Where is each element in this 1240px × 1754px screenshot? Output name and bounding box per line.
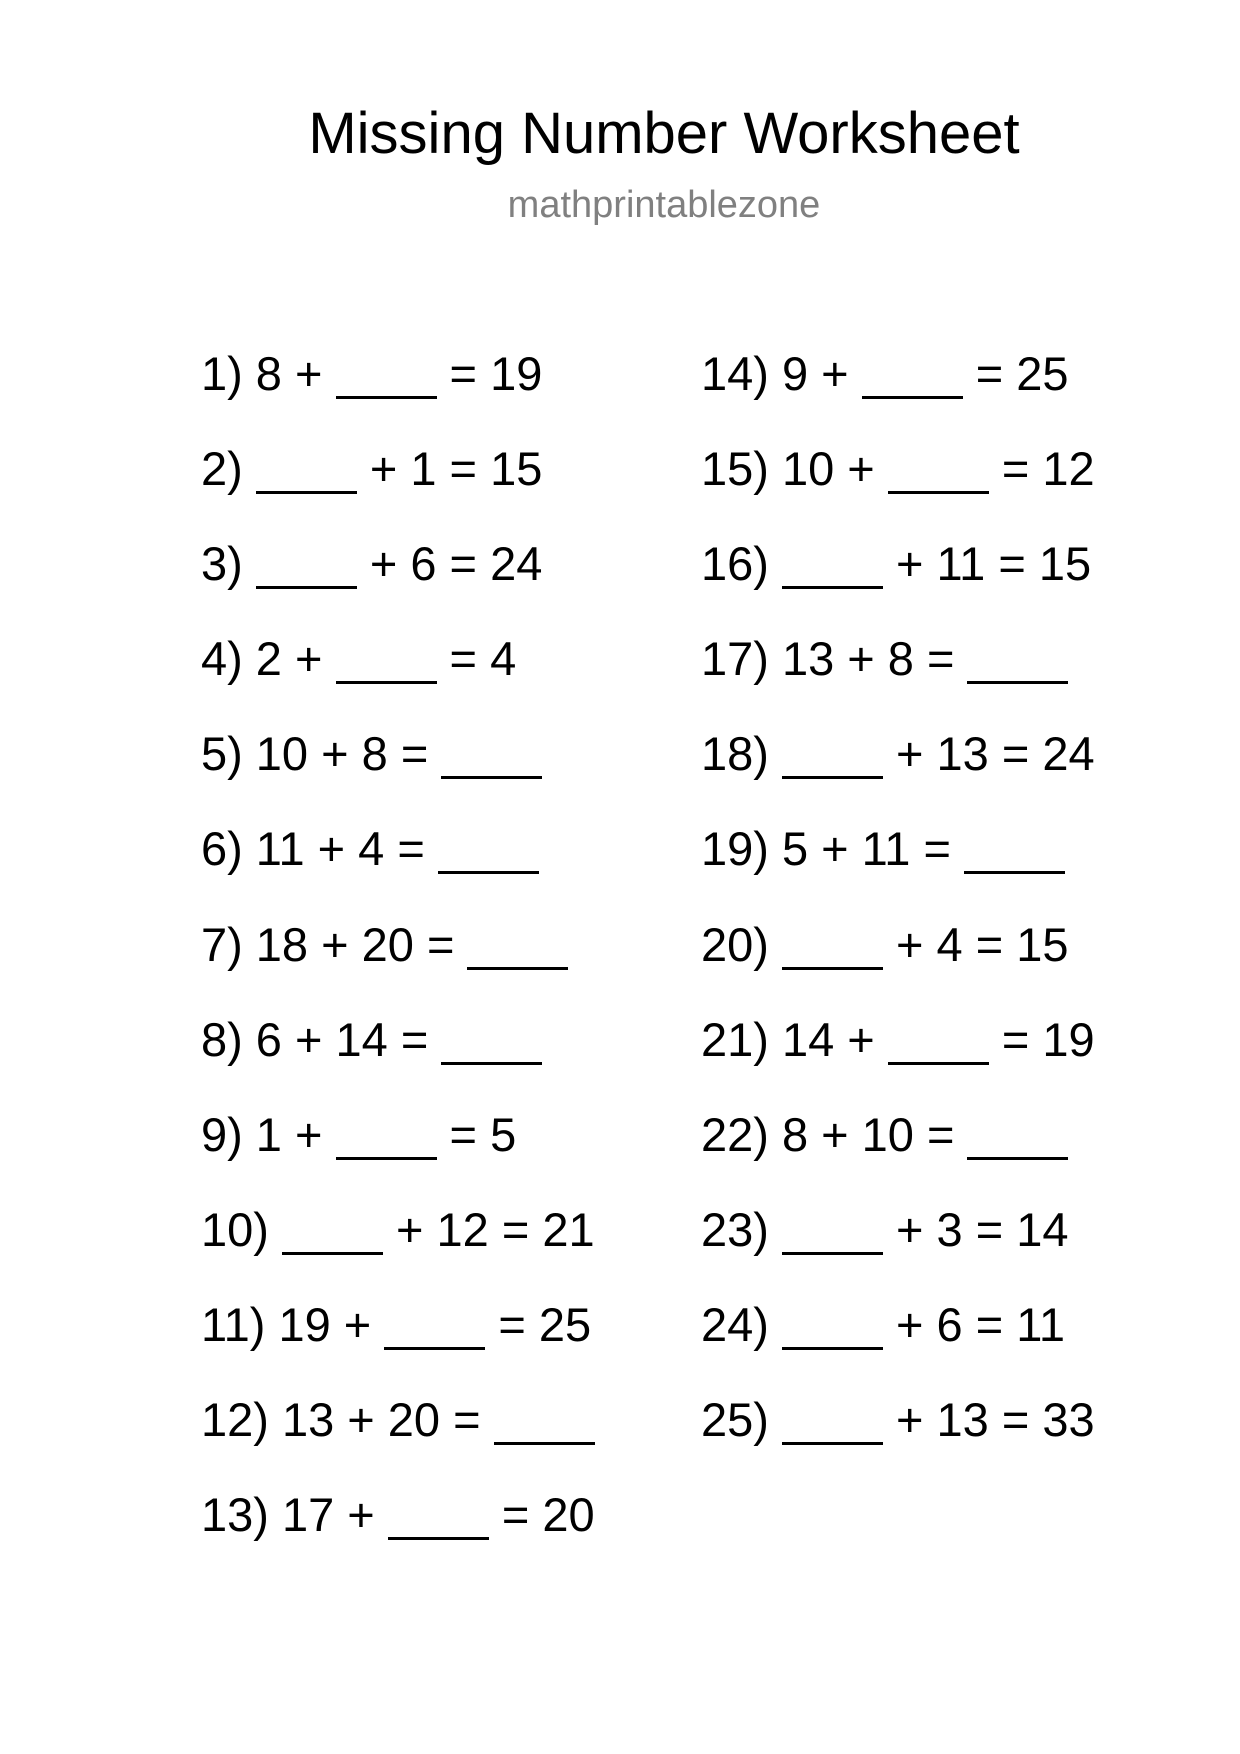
problem-number: 13) xyxy=(201,1488,269,1542)
answer-blank[interactable] xyxy=(336,631,437,687)
problem-8 xyxy=(201,1012,595,1107)
answer-blank[interactable] xyxy=(438,821,539,877)
problem-7 xyxy=(201,917,595,1012)
problem-text-after: + 1 = 15 xyxy=(356,442,543,496)
answer-blank[interactable] xyxy=(782,917,883,973)
problem-22 xyxy=(701,1107,1095,1202)
answer-blank[interactable] xyxy=(441,726,542,782)
problem-text-before: 10 + xyxy=(781,442,888,496)
problem-text-after: = 25 xyxy=(962,347,1069,400)
answer-blank[interactable] xyxy=(256,441,357,497)
answer-blank[interactable] xyxy=(467,917,568,973)
answer-blank[interactable] xyxy=(388,1487,489,1543)
problem-text-after: = 19 xyxy=(436,347,543,400)
problem-text-before: 5 + 11 = xyxy=(781,822,964,876)
answer-blank[interactable] xyxy=(494,1392,595,1448)
problem-number: 15) xyxy=(701,442,769,496)
problem-text-after: = 25 xyxy=(485,1297,592,1351)
problem-text-after: + 4 = 15 xyxy=(882,917,1069,971)
problem-text-after: = 20 xyxy=(488,1488,595,1542)
problem-number: 10) xyxy=(201,1202,269,1256)
problem-11 xyxy=(201,1297,595,1392)
problem-text-after: = 4 xyxy=(436,632,517,686)
problem-text-after: + 11 = 15 xyxy=(882,537,1092,591)
problem-18 xyxy=(701,726,1095,821)
problem-text-before: 8 + 10 = xyxy=(781,1107,968,1161)
problem-text-before: 10 + 8 = xyxy=(255,727,442,781)
problem-column-right xyxy=(701,346,1095,1487)
problem-17 xyxy=(701,631,1095,726)
problem-text-before: 8 + xyxy=(255,347,336,400)
problem-column-left xyxy=(201,346,595,1582)
problem-25 xyxy=(701,1392,1095,1487)
problem-number: 8) xyxy=(201,1012,243,1066)
problem-text-before: 19 + xyxy=(278,1297,385,1351)
problem-number: 3) xyxy=(201,537,243,591)
answer-blank[interactable] xyxy=(336,1107,437,1163)
problem-16 xyxy=(701,536,1095,631)
problem-number: 16) xyxy=(701,537,769,591)
answer-blank[interactable] xyxy=(782,1392,883,1448)
problem-text-after: = 19 xyxy=(988,1012,1095,1066)
problem-number: 6) xyxy=(201,822,243,876)
problem-text-before: 9 + xyxy=(781,347,862,400)
answer-blank[interactable] xyxy=(888,441,989,497)
problem-number: 14) xyxy=(701,347,769,400)
problem-number: 4) xyxy=(201,632,243,686)
problem-text-after: + 3 = 14 xyxy=(882,1202,1069,1256)
problem-number: 19) xyxy=(701,822,769,876)
problem-number: 22) xyxy=(701,1107,769,1161)
problem-text-before: 13 + 20 = xyxy=(281,1393,494,1447)
answer-blank[interactable] xyxy=(964,821,1065,877)
answer-blank[interactable] xyxy=(384,1297,485,1353)
problem-text-after: + 6 = 11 xyxy=(882,1297,1065,1351)
problem-number: 25) xyxy=(701,1393,769,1447)
worksheet-title: Missing Number Worksheet xyxy=(308,101,1020,166)
problem-23 xyxy=(701,1202,1095,1297)
problem-1 xyxy=(201,346,595,441)
problem-text-before: 2 + xyxy=(255,632,336,686)
problem-number: 9) xyxy=(201,1107,243,1161)
problem-12 xyxy=(201,1392,595,1487)
problem-21 xyxy=(701,1012,1095,1107)
problem-13 xyxy=(201,1487,595,1582)
problem-number: 24) xyxy=(701,1297,769,1351)
problem-number: 5) xyxy=(201,727,243,781)
problem-number: 21) xyxy=(701,1012,769,1066)
problem-6 xyxy=(201,821,595,916)
answer-blank[interactable] xyxy=(888,1012,989,1068)
problem-text-before: 13 + 8 = xyxy=(781,632,968,686)
problem-text-before: 1 + xyxy=(255,1107,336,1161)
problem-text-before: 18 + 20 = xyxy=(255,917,468,971)
problem-number: 11) xyxy=(201,1297,266,1351)
problem-number: 1) xyxy=(201,347,243,400)
answer-blank[interactable] xyxy=(441,1012,542,1068)
problem-9 xyxy=(201,1107,595,1202)
answer-blank[interactable] xyxy=(782,536,883,592)
problem-10 xyxy=(201,1202,595,1297)
problem-text-before: 11 + 4 = xyxy=(255,822,438,876)
problem-text-after: = 12 xyxy=(988,442,1095,496)
problem-text-before: 14 + xyxy=(781,1012,888,1066)
problem-number: 2) xyxy=(201,442,243,496)
problem-number: 12) xyxy=(201,1393,269,1447)
answer-blank[interactable] xyxy=(782,1202,883,1258)
answer-blank[interactable] xyxy=(967,1107,1068,1163)
problem-14 xyxy=(701,346,1095,441)
problem-24 xyxy=(701,1297,1095,1392)
answer-blank[interactable] xyxy=(782,1297,883,1353)
problem-20 xyxy=(701,917,1095,1012)
answer-blank[interactable] xyxy=(336,346,437,402)
problem-text-before: 17 + xyxy=(281,1488,388,1542)
problem-text-after: + 12 = 21 xyxy=(382,1202,595,1256)
problem-text-after: = 5 xyxy=(436,1107,517,1161)
problem-3 xyxy=(201,536,595,631)
answer-blank[interactable] xyxy=(862,346,963,402)
problem-text-before: 6 + 14 = xyxy=(255,1012,442,1066)
problem-number: 17) xyxy=(701,632,769,686)
problem-number: 7) xyxy=(201,917,243,971)
problem-4 xyxy=(201,631,595,726)
problem-5 xyxy=(201,726,595,821)
problem-text-after: + 6 = 24 xyxy=(356,537,543,591)
answer-blank[interactable] xyxy=(967,631,1068,687)
problem-text-after: + 13 = 24 xyxy=(882,727,1095,781)
problem-number: 20) xyxy=(701,917,769,971)
answer-blank[interactable] xyxy=(782,726,883,782)
answer-blank[interactable] xyxy=(282,1202,383,1258)
answer-blank[interactable] xyxy=(256,536,357,592)
problem-15 xyxy=(701,441,1095,536)
worksheet-subtitle: mathprintablezone xyxy=(507,184,821,226)
problem-text-after: + 13 = 33 xyxy=(882,1393,1095,1447)
problem-19 xyxy=(701,821,1095,916)
problem-number: 18) xyxy=(701,727,769,781)
problem-2 xyxy=(201,441,595,536)
problem-number: 23) xyxy=(701,1202,769,1256)
